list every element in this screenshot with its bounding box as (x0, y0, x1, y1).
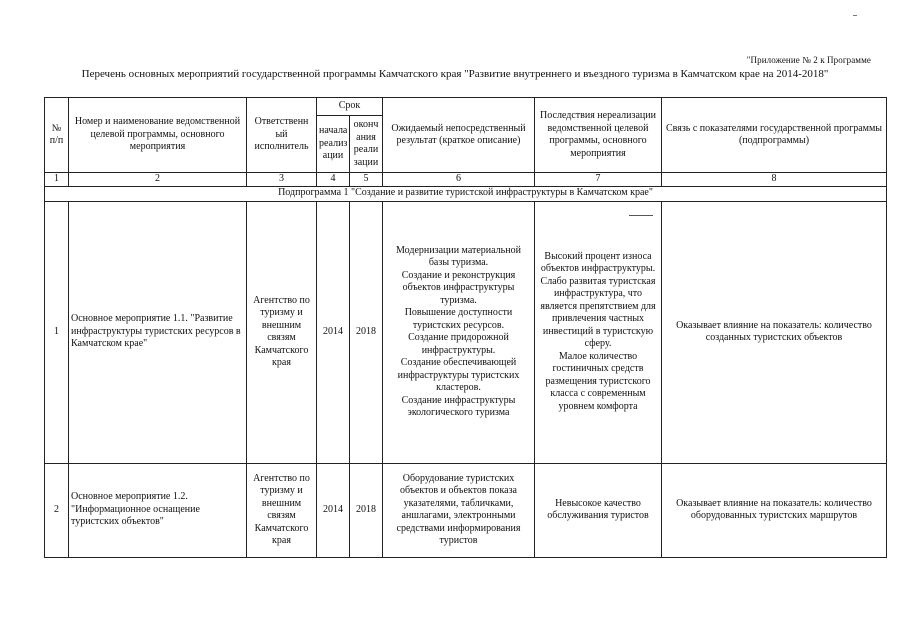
header-exec: Ответственн ый исполнитель (247, 98, 317, 173)
header-term: Срок (317, 98, 383, 116)
row-end: 2018 (350, 201, 383, 463)
col-number: 7 (535, 173, 662, 187)
row-start: 2014 (317, 201, 350, 463)
result-line: Создание придорожной инфраструктуры. (408, 332, 509, 356)
appendix-note: "Приложение № 2 к Программе (746, 55, 871, 65)
header-end: оконч ания реали зации (350, 116, 383, 173)
row-name: Основное мероприятие 1.2. "Информационное оснащение туристских объектов" (69, 463, 247, 557)
table-row (45, 201, 887, 463)
col-number: 8 (662, 173, 887, 187)
consequence-line: Высокий процент износа объектов инфраструктуры. Слабо развитая туристская инфраструктура, что является препятствием для привлечения частных инвестиций в туристскую сферу. (540, 250, 656, 350)
header-start: начала реализ ации (317, 116, 350, 173)
row-consequences (535, 463, 662, 557)
subprogram-title: Подпрограмма 1 "Создание и развитие туристской инфраструктуры в Камчатском крае" (45, 186, 887, 201)
row-link: Оказывает влияние на показатель: количество созданных туристских объектов (662, 201, 887, 463)
col-number: 6 (383, 173, 535, 187)
consequence-line: Малое количество гостиничных средств размещения туристского класса с современным уровнем комфорта (545, 350, 651, 412)
result-line: Создание инфраструктуры экологического туризма (401, 394, 516, 418)
row-exec: Агентство по туризму и внешним связям Камчатского края (247, 463, 317, 557)
row-num: 1 (45, 201, 69, 463)
header-result: Ожидаемый непосредственный результат (краткое описание) (383, 98, 535, 173)
result-line: Оборудование туристских объектов и объектов показа указателями, табличками, аншлагами, электронными средствами информирования туристов (396, 472, 521, 546)
row-consequences (535, 201, 662, 463)
subprogram-row (45, 186, 887, 201)
result-line: Модернизации материальной базы туризма. (396, 244, 521, 268)
corner-mark (853, 15, 857, 16)
header-row-1 (45, 98, 887, 116)
row-start: 2014 (317, 463, 350, 557)
col-number: 2 (69, 173, 247, 187)
col-number: 5 (350, 173, 383, 187)
consequence-line: Невысокое качество обслуживания туристов (547, 497, 649, 521)
header-name: Номер и наименование ведомственной целевой программы, основного мероприятия (69, 98, 247, 173)
row-result (383, 463, 535, 557)
result-line: Создание и реконструкция объектов инфраструктуры туризма. (401, 269, 516, 306)
row-result (383, 201, 535, 463)
activities-table (44, 97, 887, 558)
table-row (45, 463, 887, 557)
col-number: 4 (317, 173, 350, 187)
row-end: 2018 (350, 463, 383, 557)
header-consequences: Последствия нереализации ведомственной целевой программы, основного мероприятия (535, 98, 662, 173)
row-link: Оказывает влияние на показатель: количество оборудованных туристских маршрутов (662, 463, 887, 557)
header-num: № п/п (45, 98, 69, 173)
row-num: 2 (45, 463, 69, 557)
row-exec: Агентство по туризму и внешним связям Камчатского края (247, 201, 317, 463)
result-line: Повышение доступности туристских ресурсов. (404, 307, 513, 331)
scan-mark (629, 215, 653, 216)
col-number: 3 (247, 173, 317, 187)
column-numbers-row (45, 173, 887, 187)
result-line: Создание обеспечивающей инфраструктуры туристских кластеров. (397, 357, 520, 393)
document-title: Перечень основных мероприятий государственной программы Камчатского края "Развитие внутреннего и въездного туризма в Камчатском крае на 2014-2018" (81, 68, 829, 80)
col-number: 1 (45, 173, 69, 187)
row-name: Основное мероприятие 1.1. "Развитие инфраструктуры туристских ресурсов в Камчатском крае" (69, 201, 247, 463)
header-link: Связь с показателями государственной программы (подпрограммы) (662, 98, 887, 173)
